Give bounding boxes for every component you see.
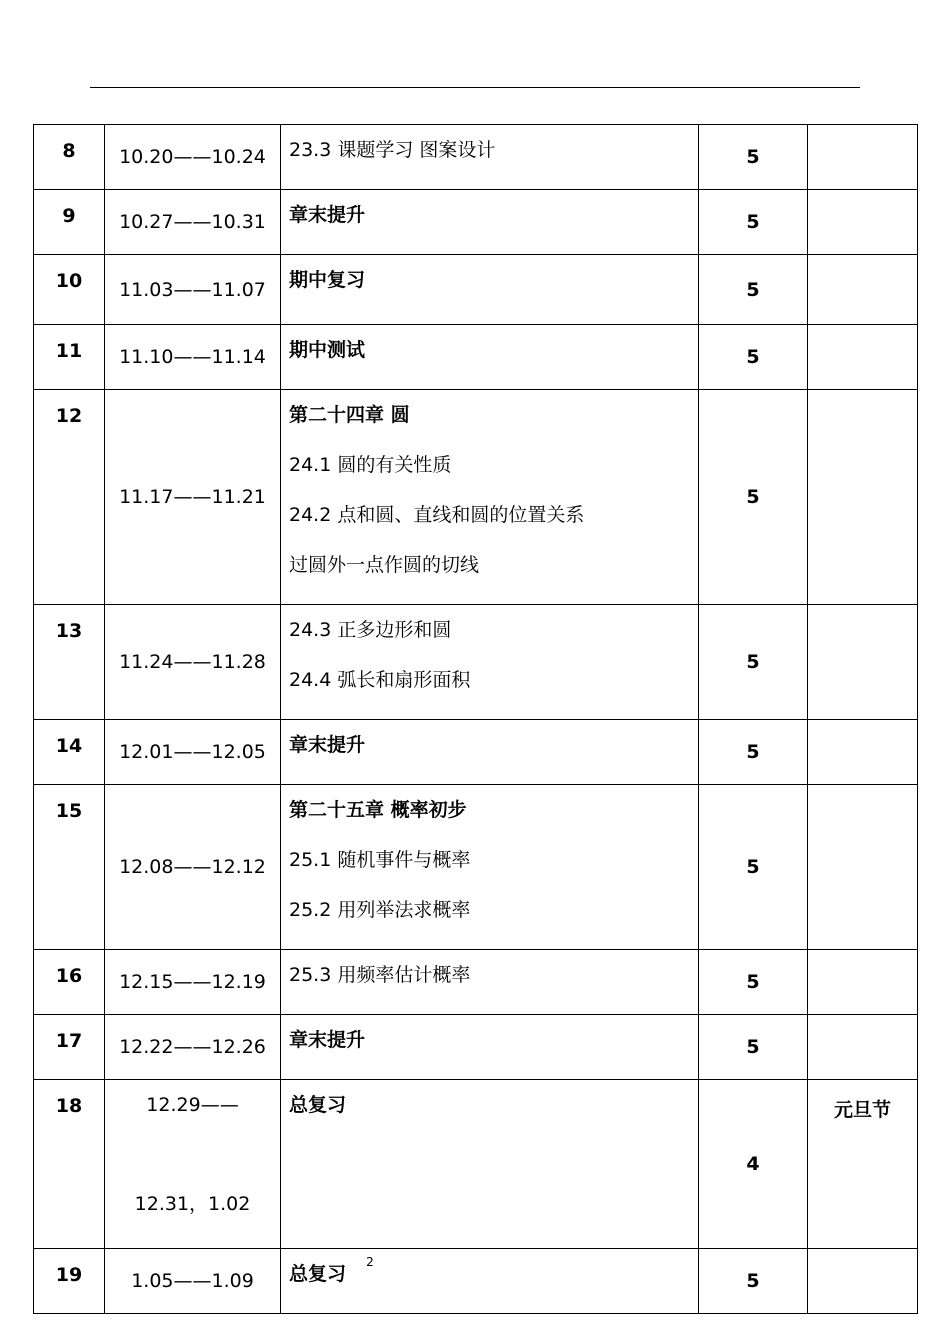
remark	[808, 950, 918, 1015]
class-hours: 5	[699, 785, 808, 950]
lesson-line: 章末提升	[289, 204, 366, 226]
lesson-line: 期中复习	[289, 269, 366, 291]
table-row	[34, 720, 918, 785]
week-number: 18	[34, 1080, 105, 1249]
lesson-content	[281, 950, 699, 1015]
week-number: 14	[34, 720, 105, 785]
week-number: 13	[34, 605, 105, 720]
remark	[808, 325, 918, 390]
class-hours: 5	[699, 605, 808, 720]
table-row	[34, 1015, 918, 1080]
date-range: 1.05——1.09	[105, 1249, 281, 1314]
date-range: 12.08——12.12	[105, 785, 281, 950]
lesson-line: 总复习	[289, 1263, 347, 1285]
class-hours: 4	[699, 1080, 808, 1249]
date-range: 11.10——11.14	[105, 325, 281, 390]
lesson-content	[281, 1080, 699, 1249]
class-hours: 5	[699, 390, 808, 605]
class-hours: 5	[699, 325, 808, 390]
teaching-schedule-table	[33, 124, 918, 1314]
chapter-title: 第二十五章 概率初步	[289, 799, 467, 821]
lesson-line: 24.2 点和圆、直线和圆的位置关系	[289, 504, 585, 526]
lesson-content	[281, 190, 699, 255]
class-hours: 5	[699, 255, 808, 325]
week-number: 16	[34, 950, 105, 1015]
chapter-title: 第二十四章 圆	[289, 404, 410, 426]
table-row	[34, 125, 918, 190]
week-number: 8	[34, 125, 105, 190]
week-number: 12	[34, 390, 105, 605]
remark	[808, 190, 918, 255]
date-range: 11.17——11.21	[105, 390, 281, 605]
class-hours: 5	[699, 720, 808, 785]
table-row	[34, 325, 918, 390]
table-row	[34, 390, 918, 605]
date-range: 10.20——10.24	[105, 125, 281, 190]
lesson-line: 24.1 圆的有关性质	[289, 454, 452, 476]
lesson-content	[281, 605, 699, 720]
remark: 元旦节	[808, 1080, 918, 1249]
lesson-line: 25.1 随机事件与概率	[289, 849, 471, 871]
remark	[808, 785, 918, 950]
date-range: 10.27——10.31	[105, 190, 281, 255]
date-range	[105, 1080, 281, 1249]
table-row	[34, 1080, 918, 1249]
table-row	[34, 785, 918, 950]
remark	[808, 1249, 918, 1314]
lesson-content	[281, 325, 699, 390]
date-range: 12.01——12.05	[105, 720, 281, 785]
date-range-end: 12.31，1.02	[134, 1193, 251, 1215]
table-row	[34, 255, 918, 325]
lesson-content	[281, 125, 699, 190]
lesson-line: 过圆外一点作圆的切线	[289, 554, 480, 576]
page-number: 2	[366, 1255, 374, 1269]
class-hours: 5	[699, 190, 808, 255]
class-hours: 5	[699, 1249, 808, 1314]
lesson-content	[281, 1015, 699, 1080]
lesson-line: 总复习	[289, 1094, 347, 1116]
remark	[808, 255, 918, 325]
table-row	[34, 950, 918, 1015]
remark	[808, 1015, 918, 1080]
date-range: 11.03——11.07	[105, 255, 281, 325]
week-number: 17	[34, 1015, 105, 1080]
table-row	[34, 190, 918, 255]
lesson-line: 期中测试	[289, 339, 366, 361]
week-number: 10	[34, 255, 105, 325]
lesson-content	[281, 255, 699, 325]
lesson-line: 章末提升	[289, 1029, 366, 1051]
remark	[808, 390, 918, 605]
date-range: 12.22——12.26	[105, 1015, 281, 1080]
lesson-line: 23.3 课题学习 图案设计	[289, 139, 496, 161]
remark	[808, 125, 918, 190]
date-range-start: 12.29——	[146, 1094, 239, 1116]
lesson-content	[281, 785, 699, 950]
lesson-line: 25.2 用列举法求概率	[289, 899, 471, 921]
remark	[808, 720, 918, 785]
class-hours: 5	[699, 950, 808, 1015]
lesson-line: 章末提升	[289, 734, 366, 756]
class-hours: 5	[699, 1015, 808, 1080]
date-range: 11.24——11.28	[105, 605, 281, 720]
week-number: 15	[34, 785, 105, 950]
lesson-line: 24.4 弧长和扇形面积	[289, 669, 471, 691]
week-number: 19	[34, 1249, 105, 1314]
remark	[808, 605, 918, 720]
lesson-line: 24.3 正多边形和圆	[289, 619, 452, 641]
lesson-content	[281, 720, 699, 785]
class-hours: 5	[699, 125, 808, 190]
date-range: 12.15——12.19	[105, 950, 281, 1015]
lesson-content	[281, 390, 699, 605]
header-rule	[90, 87, 860, 88]
week-number: 9	[34, 190, 105, 255]
table-row	[34, 605, 918, 720]
week-number: 11	[34, 325, 105, 390]
lesson-line: 25.3 用频率估计概率	[289, 964, 471, 986]
